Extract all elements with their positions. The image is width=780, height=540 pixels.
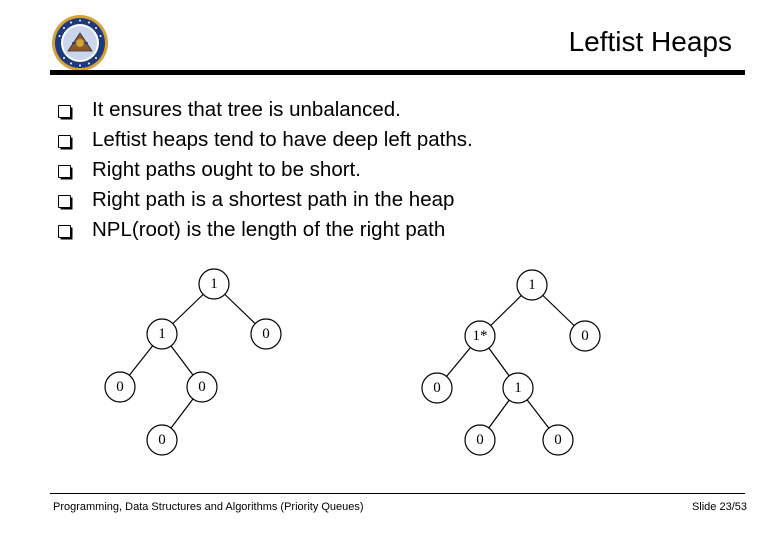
tree-node (147, 425, 177, 455)
node-value: 0 (433, 380, 441, 396)
footer-course-title: Programming, Data Structures and Algorithms (Priority Queues) (53, 501, 364, 513)
tree-node (465, 425, 495, 455)
node-value: 0 (581, 328, 589, 344)
node-value: 0 (554, 432, 562, 448)
node-value: 1 (210, 276, 218, 292)
footer-slide-number: Slide 23/53 (691, 501, 747, 513)
node-value: 1 (528, 277, 536, 293)
tree-node (503, 373, 533, 403)
footer-divider (50, 493, 745, 494)
tree-node (187, 372, 217, 402)
node-value: 0 (476, 432, 484, 448)
node-value: 1* (472, 328, 488, 344)
tree-node (251, 319, 281, 349)
node-value: 0 (116, 379, 124, 395)
bullet-text: Leftist heaps tend to have deep left paths. (92, 128, 473, 151)
slide-title: Leftist Heaps (568, 26, 732, 57)
bullet-text: NPL(root) is the length of the right path (92, 218, 446, 241)
tree-right (422, 270, 600, 455)
node-value: 0 (262, 326, 270, 342)
bullet-text: Right paths ought to be short. (92, 158, 361, 181)
node-value: 1 (514, 380, 522, 396)
tree-node (422, 373, 452, 403)
bullet-text: It ensures that tree is unbalanced. (92, 98, 401, 121)
tree-node (543, 425, 573, 455)
tree-node (517, 270, 547, 300)
tree-node (199, 269, 229, 299)
node-value: 0 (198, 379, 206, 395)
tree-node (570, 321, 600, 351)
tree-left (105, 269, 281, 455)
tree-node (105, 372, 135, 402)
bullet-text: Right path is a shortest path in the heap (92, 188, 455, 211)
tree-node (147, 319, 177, 349)
tree-node (465, 321, 495, 351)
node-value: 1 (158, 326, 166, 342)
node-value: 0 (158, 432, 166, 448)
